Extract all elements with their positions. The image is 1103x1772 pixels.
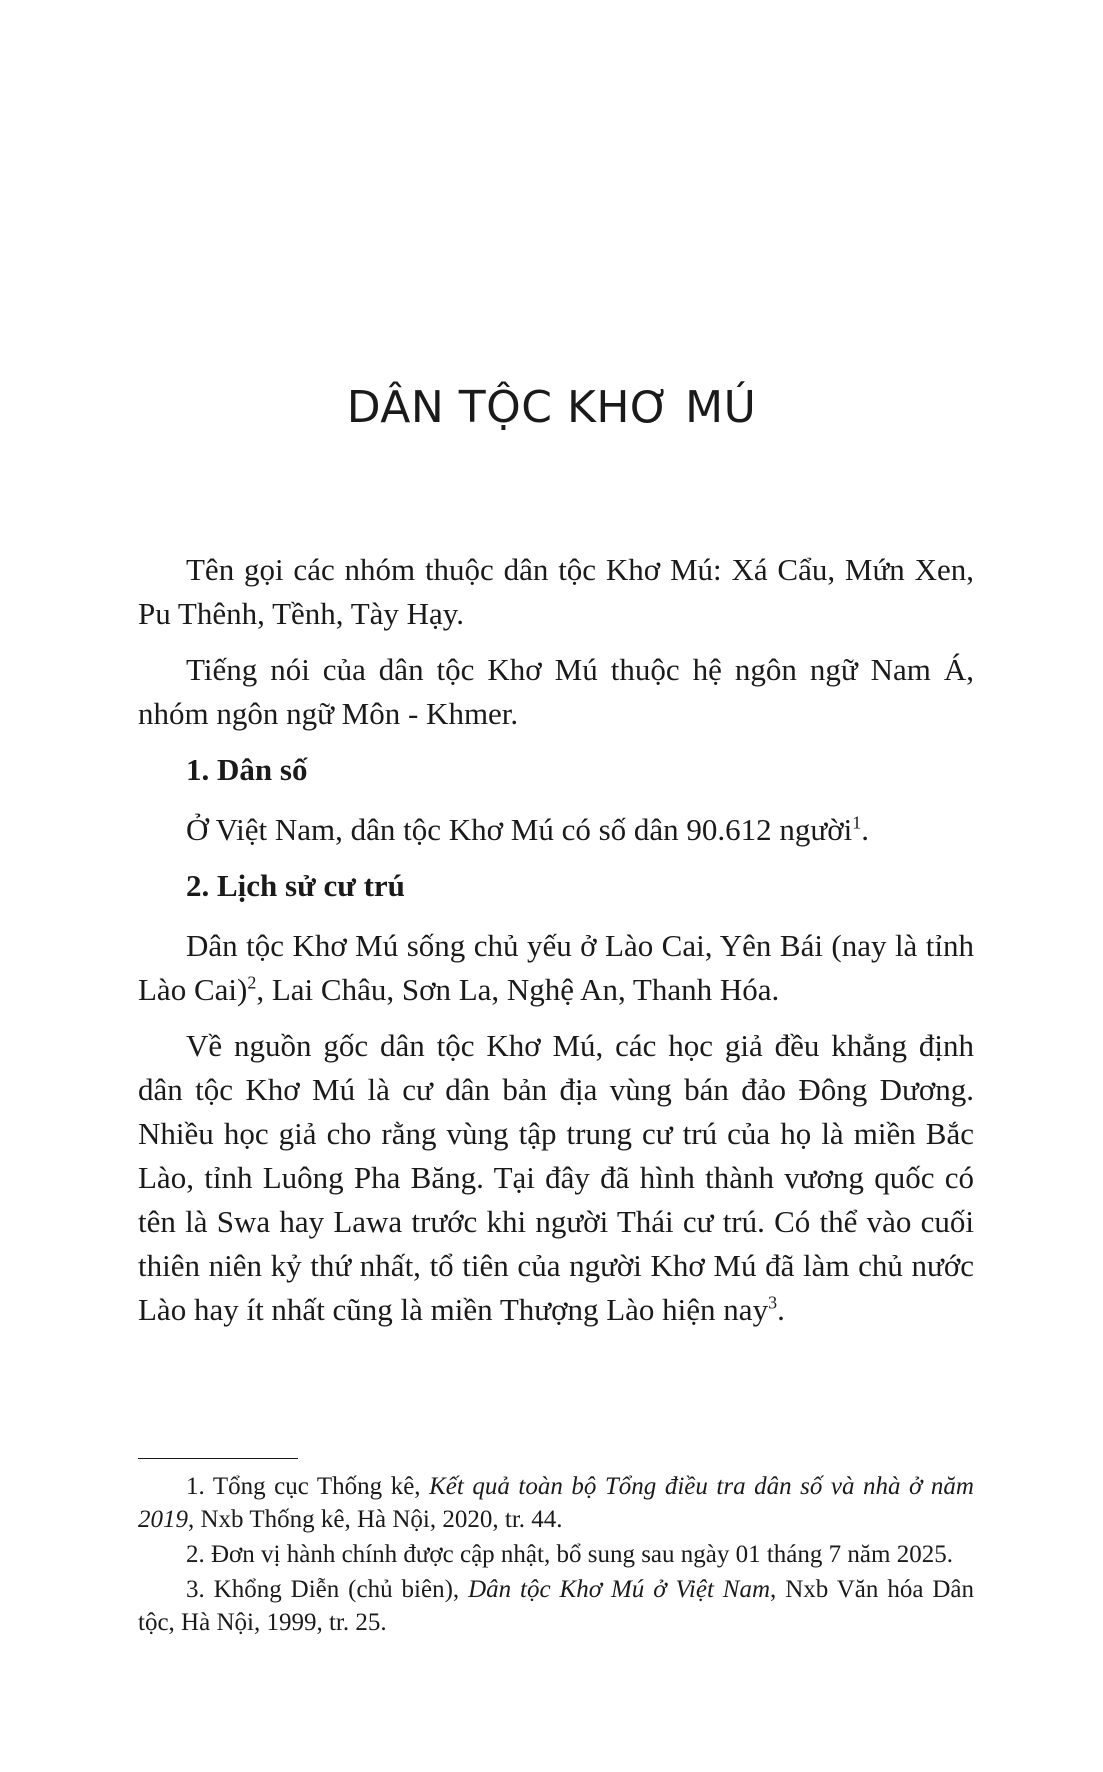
footnote-3-title: Dân tộc Khơ Mú ở Việt Nam bbox=[468, 1576, 771, 1603]
footnote-ref-2[interactable]: 2 bbox=[247, 972, 257, 993]
population-text: Ở Việt Nam, dân tộc Khơ Mú có số dân 90.612 người bbox=[186, 812, 853, 847]
history-text-1b: , Lai Châu, Sơn La, Nghệ An, Thanh Hóa. bbox=[256, 972, 780, 1007]
population-text-end: . bbox=[861, 812, 869, 847]
population-paragraph bbox=[138, 808, 974, 852]
footnotes bbox=[138, 1470, 974, 1641]
section-heading-population: 1. Dân số bbox=[186, 752, 308, 787]
footnote-2-text: 2. Đơn vị hành chính được cập nhật, bổ sung sau ngày 01 tháng 7 năm 2025. bbox=[186, 1541, 953, 1568]
history-text-2: Về nguồn gốc dân tộc Khơ Mú, các học giả đều khẳng định dân tộc Khơ Mú là cư dân bản địa vùng bán đảo Đông Dương. Nhiều học giả cho rằng vùng tập trung cư trú của họ là miền Bắc Lào, tỉnh Luông Pha Băng. Tại đây đã hình thành vương quốc có tên là Swa hay Lawa trước khi người Thái cư trú. Có thể vào cuối thiên niên kỷ thứ nhất, tổ tiên của người Khơ Mú đã làm chủ nước Lào hay ít nhất cũng là miền Thượng Lào hiện nay bbox=[138, 1028, 974, 1327]
footnote-1-prefix: 1. Tổng cục Thống kê, bbox=[186, 1473, 430, 1500]
footnote-3-prefix: 3. Khổng Diễn (chủ biên), bbox=[186, 1576, 469, 1603]
footnote-divider bbox=[138, 1458, 298, 1459]
history-text-1a: Dân tộc Khơ Mú sống chủ yếu ở Lào Cai, Yên Bái (nay là tỉnh Lào Cai) bbox=[138, 928, 974, 1007]
history-paragraph-2 bbox=[138, 1024, 974, 1332]
body-text bbox=[138, 548, 974, 1344]
footnote-ref-3[interactable]: 3 bbox=[768, 1292, 778, 1313]
intro-paragraph-1: Tên gọi các nhóm thuộc dân tộc Khơ Mú: Xá Cẩu, Mứn Xen, Pu Thênh, Tềnh, Tày Hạy. bbox=[138, 552, 974, 631]
footnote-1-suffix: , Nxb Thống kê, Hà Nội, 2020, tr. 44. bbox=[188, 1506, 563, 1533]
footnote-1-title: Kết quả toàn bộ Tổng điều tra dân số và nhà ở năm 2019 bbox=[138, 1473, 974, 1533]
footnote-2 bbox=[138, 1538, 974, 1571]
history-paragraph-1 bbox=[138, 924, 974, 1012]
chapter-title: DÂN TỘC KHƠ MÚ bbox=[346, 382, 757, 433]
footnote-3 bbox=[138, 1573, 974, 1639]
history-text-2-end: . bbox=[777, 1292, 785, 1327]
footnote-ref-1[interactable]: 1 bbox=[852, 812, 862, 833]
section-heading-history: 2. Lịch sử cư trú bbox=[186, 868, 405, 903]
footnote-3-suffix: , Nxb Văn hóa Dân tộc, Hà Nội, 1999, tr. 25. bbox=[138, 1576, 974, 1636]
footnote-1 bbox=[138, 1470, 974, 1536]
intro-paragraph-2: Tiếng nói của dân tộc Khơ Mú thuộc hệ ngôn ngữ Nam Á, nhóm ngôn ngữ Môn - Khmer. bbox=[138, 652, 974, 731]
